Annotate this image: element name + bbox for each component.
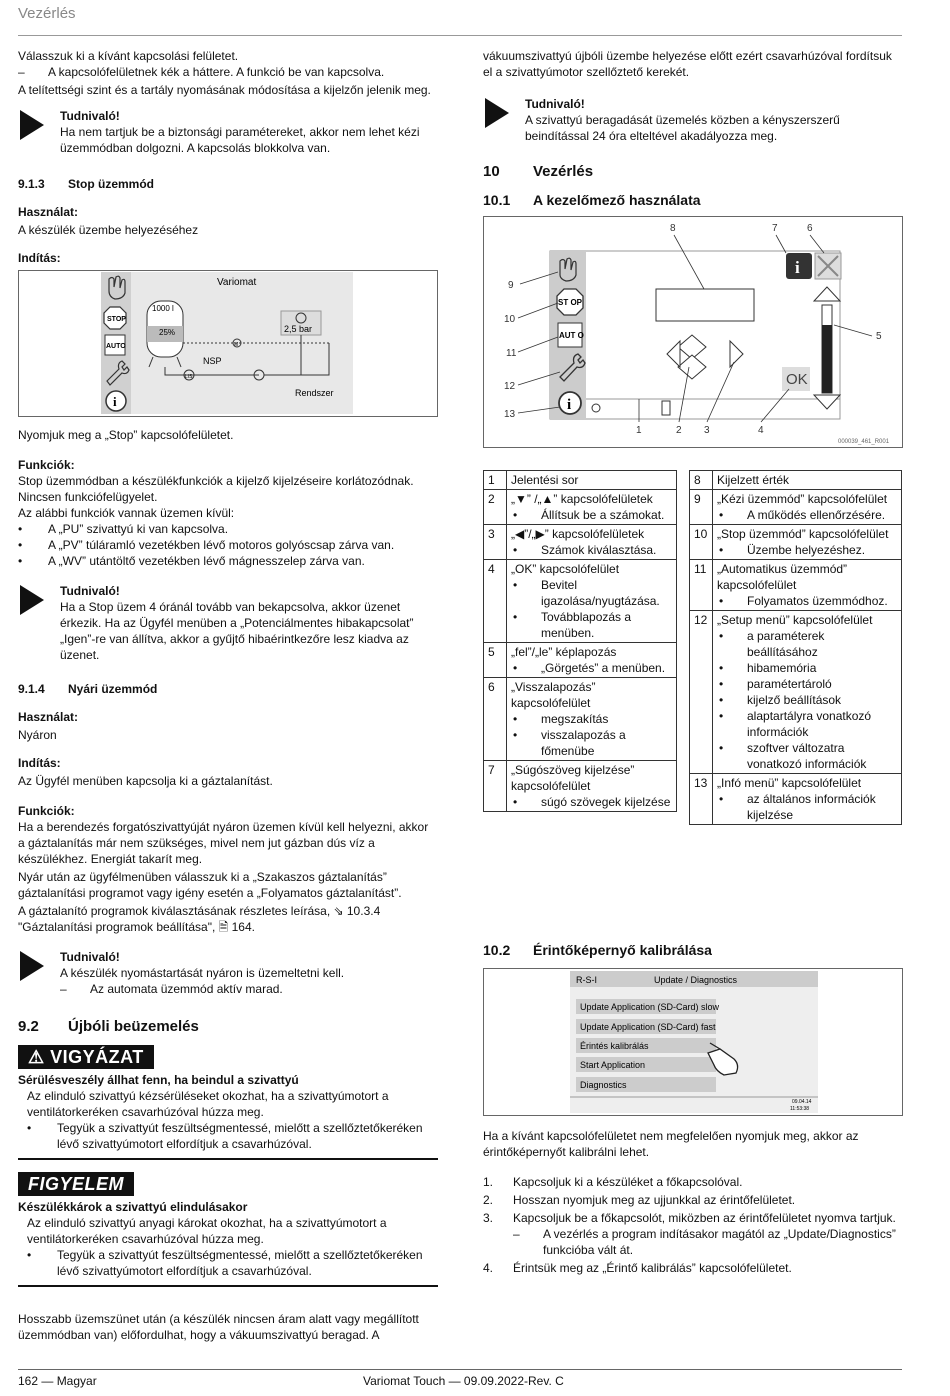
legend-number: 4 (484, 560, 507, 643)
left-column (18, 48, 438, 1343)
legend-number: 10 (690, 525, 713, 560)
right-lower (483, 942, 903, 1276)
function-bullet-3: • A „WV” utántöltő vezetékben lévő mágnesszelep zárva van. (18, 553, 438, 569)
step-item: 1. Kapcsoljuk ki a készüléket a főkapcsolóval. (483, 1175, 743, 1189)
legend-description: „◀”/„▶” kapcsolófelületek • Számok kiválasztása. (507, 525, 677, 560)
outro-text: Hosszabb üzemszünet után (a készülék nincsen áram alatt vagy megállított üzemmódban van) előfordulhat, hogy a vákuumszivattyú beragad. A (18, 1312, 419, 1342)
help-icon (786, 253, 812, 279)
legend-row (484, 678, 677, 761)
step-item: 2. Hosszan nyomjuk meg az ujjunkkal az érintőfelületet. (483, 1193, 796, 1207)
figure-calibration (483, 968, 903, 1116)
svg-text:1000 l: 1000 l (152, 304, 174, 313)
svg-text:25%: 25% (159, 328, 176, 337)
svg-text:LIS: LIS (185, 374, 193, 380)
legend-row (690, 490, 902, 525)
legend-description: „Stop üzemmód” kapcsolófelület • Üzembe helyezéshez. (713, 525, 902, 560)
use-label-2: Használat: (18, 710, 79, 724)
svg-text:11: 11 (506, 348, 517, 359)
footer-rule (18, 1369, 902, 1370)
svg-text:R-S-I: R-S-I (576, 975, 597, 985)
legend-description: „Súgószöveg kijelzése” kapcsolófelület • súgó szövegek kijelzése (507, 761, 677, 812)
legend-description: „Kézi üzemmód” kapcsolófelület • A működés ellenőrzésére. (713, 490, 902, 525)
svg-text:5: 5 (876, 331, 882, 342)
summer-function-1: Ha a berendezés forgatószivattyúját nyáron üzemen kívül kell helyezni, akkor a gáztalanítás már nem szükséges, mivel nem jut gázban dús víz a készülékhez. Energiát takarít meg. (18, 820, 429, 866)
use-text-2: Nyáron (18, 728, 57, 742)
svg-text:OK: OK (786, 371, 808, 388)
svg-text:3: 3 (704, 425, 710, 436)
figure-control-panel (483, 216, 903, 448)
note-text: Ha nem tartjuk be a biztonsági paramétereket, akkor nem lehet kézi üzemmódban dolgozni. A kapcsolás blokkolva van. (60, 125, 420, 155)
note-3: Tudnivaló! A készülék nyomástartását nyáron is üzemeltetni kell. – Az automata üzemmód aktív marad. (18, 949, 438, 997)
svg-text:2,5 bar: 2,5 bar (284, 324, 313, 334)
note-arrow-icon (485, 98, 509, 128)
press-stop-text: Nyomjuk meg a „Stop” kapcsolófelületet. (18, 428, 234, 442)
start-label-2: Indítás: (18, 756, 61, 770)
legend-description: „Setup menü” kapcsolófelület • a paraméterek beállításához • hibamemória • paramétertároló • kijelző beállítások • alaptartályra vonatkozó információk • szoftver változatra vonatkozó információk (713, 611, 902, 774)
legend-row (690, 560, 902, 611)
note-2: Tudnivaló! Ha a Stop üzem 4 óránál tovább van bekapcsolva, akkor üzenet érkezik. Ha az Ügyfél menüben a „Potenciálmentes hibakapcsolat” „Igen”-re van állítva, akkor a gyűjtő hibaérintkezőre lesz kiadva az üzenet. (18, 583, 438, 663)
svg-text:i: i (567, 397, 572, 413)
svg-text:13: 13 (504, 409, 516, 420)
control-panel-diagram (484, 217, 902, 447)
auto-button-icon (558, 323, 584, 347)
svg-text:i: i (113, 394, 117, 409)
use-label: Használat: (18, 205, 79, 219)
svg-text:9: 9 (508, 280, 514, 291)
legend-row (484, 643, 677, 678)
section-10-1: 10.1 A kezelőmező használata (483, 192, 701, 208)
calibration-steps (483, 1174, 903, 1276)
svg-text:M: M (234, 342, 239, 348)
legend-row (484, 525, 677, 560)
fig1-title: Variomat (217, 277, 257, 288)
legend-number: 5 (484, 643, 507, 678)
ok-button (782, 367, 810, 391)
svg-text:10: 10 (504, 314, 516, 325)
stop-octagon-icon (557, 289, 583, 315)
step-item: 3. Kapcsoljuk be a főkapcsolót, miközben az érintőfelületet nyomva tartjuk. (483, 1211, 896, 1225)
warning-caution: ⚠ VIGYÁZAT Sérülésveszély állhat fenn, ha beindul a szivattyú Az elinduló szivattyú kézsérüléseket okozhat, ha a szivattyúmotort a ventilátorkeréken csavarhúzóval húzza meg. • Tegyük a szivattyút feszültségmentessé, mielőtt a szellőztetőkeréken lévő szivattyúmotort elfordítjuk a csavarhúzóval. (18, 1045, 438, 1160)
intro-line-1: Válasszuk ki a kívánt kapcsolási felületet. (18, 49, 239, 63)
svg-text:12: 12 (504, 381, 516, 392)
svg-text:Start Application: Start Application (580, 1060, 646, 1070)
start-label: Indítás: (18, 251, 61, 265)
svg-text:Rendszer: Rendszer (295, 388, 334, 398)
legend-number: 7 (484, 761, 507, 812)
svg-text:2: 2 (676, 425, 682, 436)
legend-description: „Automatikus üzemmód” kapcsolófelület • Folyamatos üzemmódhoz. (713, 560, 902, 611)
svg-text:NSP: NSP (203, 356, 222, 366)
legend-row (690, 525, 902, 560)
stop-mode-diagram (19, 271, 437, 416)
section-10-2: 10.2 Érintőképernyő kalibrálása (483, 942, 712, 958)
legend-number: 3 (484, 525, 507, 560)
legend-number: 8 (690, 471, 713, 490)
svg-text:4: 4 (758, 425, 764, 436)
legend-number: 11 (690, 560, 713, 611)
section-9-2: 9.2 Újbóli beüzemelés (18, 1018, 199, 1035)
legend-description: Jelentési sor (507, 471, 677, 490)
legend-description: „OK” kapcsolófelület • Bevitel igazolása/nyugtázása. • Továbblapozás a menüben. (507, 560, 677, 643)
functions-label: Funkciók: (18, 458, 75, 472)
intro-line-2: – A kapcsolófelületnek kék a háttere. A funkció be van kapcsolva. (18, 64, 438, 80)
svg-text:11:53:38: 11:53:38 (790, 1106, 810, 1112)
legend-number: 1 (484, 471, 507, 490)
svg-text:AUTO: AUTO (106, 343, 126, 350)
section-9-1-3: 9.1.3 Stop üzemmód (18, 177, 154, 191)
header-rule (18, 35, 902, 36)
function-text-1: Stop üzemmódban a készülékfunkciók a kijelző kijelzéseire korlátozódnak. (18, 474, 414, 488)
info-icon (106, 391, 126, 411)
intro-line-3: A telítettségi szint és a tartály nyomásának módosítása a kijelzőn jelenik meg. (18, 83, 431, 97)
legend-row (690, 774, 902, 825)
note-1 (18, 108, 438, 156)
function-text-2: Nincsen funkciófelügyelet. (18, 490, 158, 504)
info-icon (559, 392, 581, 414)
caution-label: ⚠ VIGYÁZAT (18, 1045, 154, 1069)
right-column (483, 48, 903, 448)
functions-label-2: Funkciók: (18, 804, 75, 818)
note-4: Tudnivaló! A szivattyú beragadását üzemelés közben a kényszerszerű beindítással 24 óra elteltével akadályozza meg. (483, 96, 903, 144)
legend-table-left (483, 470, 677, 812)
warning-notice: FIGYELEM Készülékkárok a szivattyú elindulásakor Az elinduló szivattyú anyagi károkat okozhat, ha a szivattyúmotort a ventilátorkeréken csavarhúzóval húzza meg. • Tegyük a szivattyút feszültségmentessé, mielőtt a szellőztetőkeréken lévő szivattyúmotort elfordítjuk a csavarhúzóval. (18, 1172, 438, 1287)
legend-description: Kijelzett érték (713, 471, 902, 490)
note-title: Tudnivaló! (60, 109, 120, 123)
function-text-3: Az alábbi funkciók vannak üzemen kívül: (18, 506, 235, 520)
calibration-intro: Ha a kívánt kapcsolófelületet nem megfelelően nyomjuk meg, akkor az érintőképernyőt kalibrálni lehet. (483, 1129, 859, 1159)
svg-text:Érintés kalibrálás: Érintés kalibrálás (580, 1041, 649, 1051)
note-arrow-icon (20, 585, 44, 615)
legend-description: „Infó menü” kapcsolófelület • az általános információk kijelzése (713, 774, 902, 825)
svg-text:Update Application (SD-Card) f: Update Application (SD-Card) fast (580, 1022, 716, 1032)
figure-stop-mode (18, 270, 438, 417)
auto-button-icon (105, 335, 126, 355)
svg-text:6: 6 (807, 223, 813, 234)
legend-row (484, 560, 677, 643)
legend-row (690, 471, 902, 490)
svg-text:AUT O: AUT O (559, 331, 584, 340)
footer-page: 162 — Magyar (18, 1374, 97, 1388)
legend-row (690, 611, 902, 774)
value-display (656, 289, 754, 321)
svg-text:000039_461_R001: 000039_461_R001 (838, 439, 890, 445)
legend-description: „fel”/„le” képlapozás • „Görgetés” a menüben. (507, 643, 677, 678)
legend-number: 12 (690, 611, 713, 774)
calibration-screen (484, 969, 902, 1115)
running-header: Vezérlés (18, 5, 76, 22)
svg-text:7: 7 (772, 223, 778, 234)
summer-function-3[interactable]: A gáztalanító programok kiválasztásának részletes leírása, ⇘ 10.3.4 "Gáztalanítási programok beállítása", 🗎 164. (18, 904, 381, 934)
note-arrow-icon (20, 951, 44, 981)
svg-text:8: 8 (670, 223, 676, 234)
step-item: 4. Érintsük meg az „Érintő kalibrálás” kapcsolófelületet. (483, 1261, 792, 1275)
section-10: 10 Vezérlés (483, 163, 594, 180)
stop-octagon-icon (104, 307, 126, 329)
svg-text:1: 1 (636, 425, 642, 436)
function-bullet-1: • A „PU” szivattyú ki van kapcsolva. (18, 521, 438, 537)
svg-text:i: i (795, 258, 800, 277)
continued-text: vákuumszivattyú újbóli üzembe helyezése előtt ezért csavarhúzóval fordítsuk el a szivattyúmotor szellőztető kerekét. (483, 49, 892, 79)
legend-row (484, 471, 677, 490)
update-menu (576, 999, 720, 1092)
use-text: A készülék üzembe helyezéséhez (18, 223, 199, 237)
legend-number: 13 (690, 774, 713, 825)
close-icon (815, 253, 841, 279)
legend-number: 9 (690, 490, 713, 525)
legend-table-right (689, 470, 902, 825)
legend-description: „Visszalapozás” kapcsolófelület • megszakítás • visszalapozás a főmenübe (507, 678, 677, 761)
svg-text:09.04.14: 09.04.14 (792, 1099, 812, 1105)
note-arrow-icon (20, 110, 44, 140)
legend-row (484, 490, 677, 525)
summer-function-2: Nyár után az ügyfélmenüben válasszuk ki a „Szakaszos gáztalanítás” gáztalanítási programot vagy igény esetén a „Folyamatos gáztalanítást”. (18, 870, 402, 900)
legend-number: 2 (484, 490, 507, 525)
section-9-1-4: 9.1.4 Nyári üzemmód (18, 682, 158, 696)
step-3-note: – A vezérlés a program indításakor magától az „Update/Diagnostics” funkcióba vált át. (513, 1226, 903, 1258)
svg-text:ST OP: ST OP (558, 298, 583, 307)
legend-number: 6 (484, 678, 507, 761)
function-bullet-2: • A „PV” túláramló vezetékben lévő motoros golyóscsap zárva van. (18, 537, 438, 553)
svg-text:STOP: STOP (107, 316, 126, 323)
svg-text:Diagnostics: Diagnostics (580, 1080, 627, 1090)
svg-text:Update Application (SD-Card) s: Update Application (SD-Card) slow (580, 1002, 720, 1012)
footer-doc: Variomat Touch — 09.09.2022-Rev. C (363, 1374, 564, 1388)
notice-label: FIGYELEM (18, 1172, 134, 1196)
legend-description: „▼” /„▲” kapcsolófelületek • Állítsuk be a számokat. (507, 490, 677, 525)
pressure-gauge-icon (281, 311, 321, 335)
svg-text:Update / Diagnostics: Update / Diagnostics (654, 975, 738, 985)
start-text-2: Az Ügyfél menüben kapcsolja ki a gáztalanítást. (18, 774, 273, 788)
legend-row (484, 761, 677, 812)
